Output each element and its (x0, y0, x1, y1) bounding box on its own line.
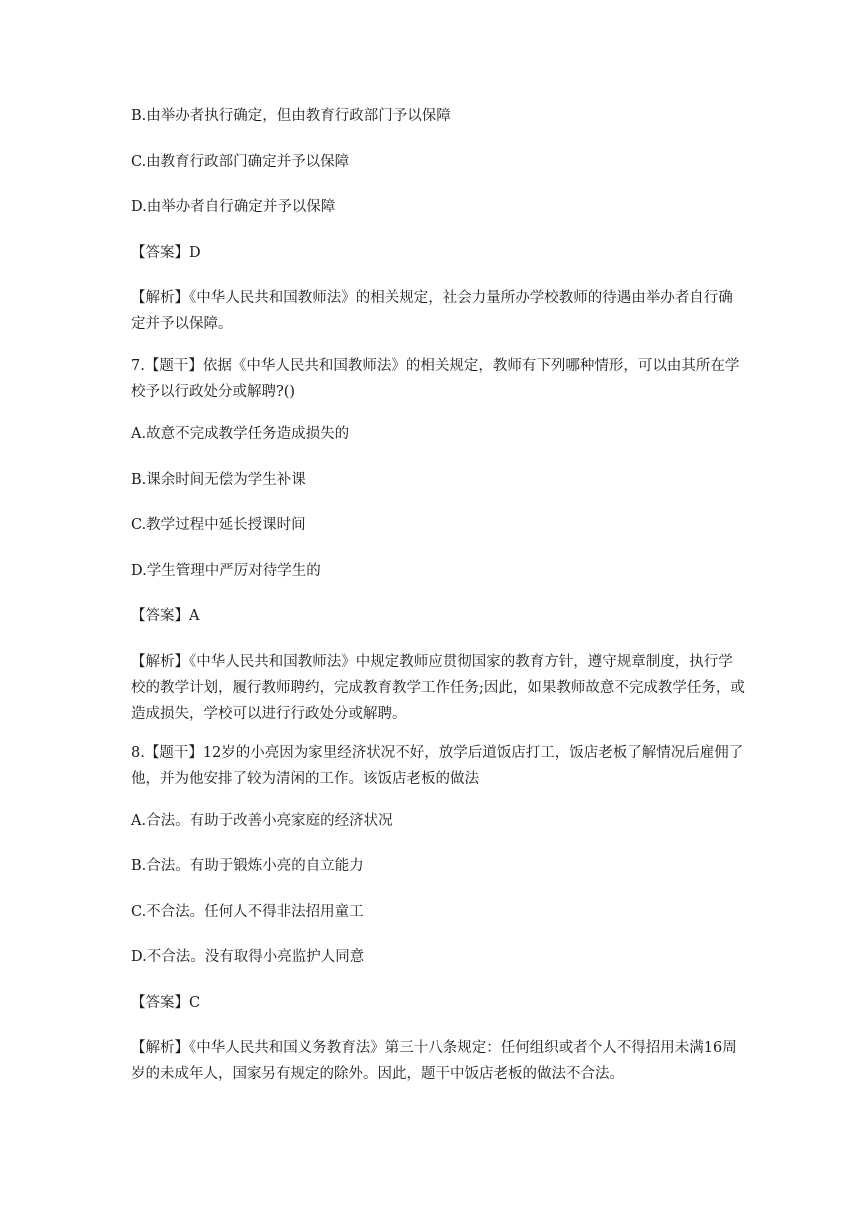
option-d-q6: D.由举办者自行确定并予以保障 (131, 199, 336, 215)
option-c-q7: C.教学过程中延长授课时间 (131, 517, 306, 533)
option-b-q7: B.课余时间无偿为学生补课 (131, 472, 306, 488)
question-7-stem: 7.【题干】依据《中华人民共和国教师法》的相关规定，教师有下列哪种情形，可以由其所在学校予以行政处分或解聘?() (131, 358, 740, 400)
option-a-q7: A.故意不完成教学任务造成损失的 (131, 426, 350, 442)
option-b-q6: B.由举办者执行确定，但由教育行政部门予以保障 (131, 108, 451, 124)
option-a-q8: A.合法。有助于改善小亮家庭的经济状况 (131, 813, 393, 829)
explanation-q8: 【解析】《中华人民共和国义务教育法》第三十八条规定：任何组织或者个人不得招用未满16周岁的未成年人，国家另有规定的除外。因此，题干中饭店老板的做法不合法。 (131, 1040, 737, 1082)
explanation-q6: 【解析】《中华人民共和国教师法》的相关规定，社会力量所办学校教师的待遇由举办者自行确定并予以保障。 (131, 290, 733, 332)
answer-q6: 【答案】D (131, 245, 201, 261)
answer-q8: 【答案】C (131, 995, 201, 1011)
option-d-q8: D.不合法。没有取得小亮监护人同意 (131, 949, 365, 965)
explanation-q7: 【解析】《中华人民共和国教师法》中规定教师应贯彻国家的教育方针，遵守规章制度，执行学校的教学计划，履行教师聘约，完成教育教学工作任务;因此，如果教师故意不完成教学任务，或造成损失，学校可以进行行政处分或解聘。 (131, 654, 745, 722)
question-8-stem: 8.【题干】12岁的小亮因为家里经济状况不好，放学后道饭店打工，饭店老板了解情况后雇佣了他，并为他安排了较为清闲的工作。该饭店老板的做法 (131, 745, 744, 787)
option-c-q8: C.不合法。任何人不得非法招用童工 (131, 904, 364, 920)
option-b-q8: B.合法。有助于锻炼小亮的自立能力 (131, 858, 364, 874)
option-c-q6: C.由教育行政部门确定并予以保障 (131, 154, 350, 170)
answer-q7: 【答案】A (131, 608, 200, 624)
option-d-q7: D.学生管理中严厉对待学生的 (131, 563, 321, 579)
